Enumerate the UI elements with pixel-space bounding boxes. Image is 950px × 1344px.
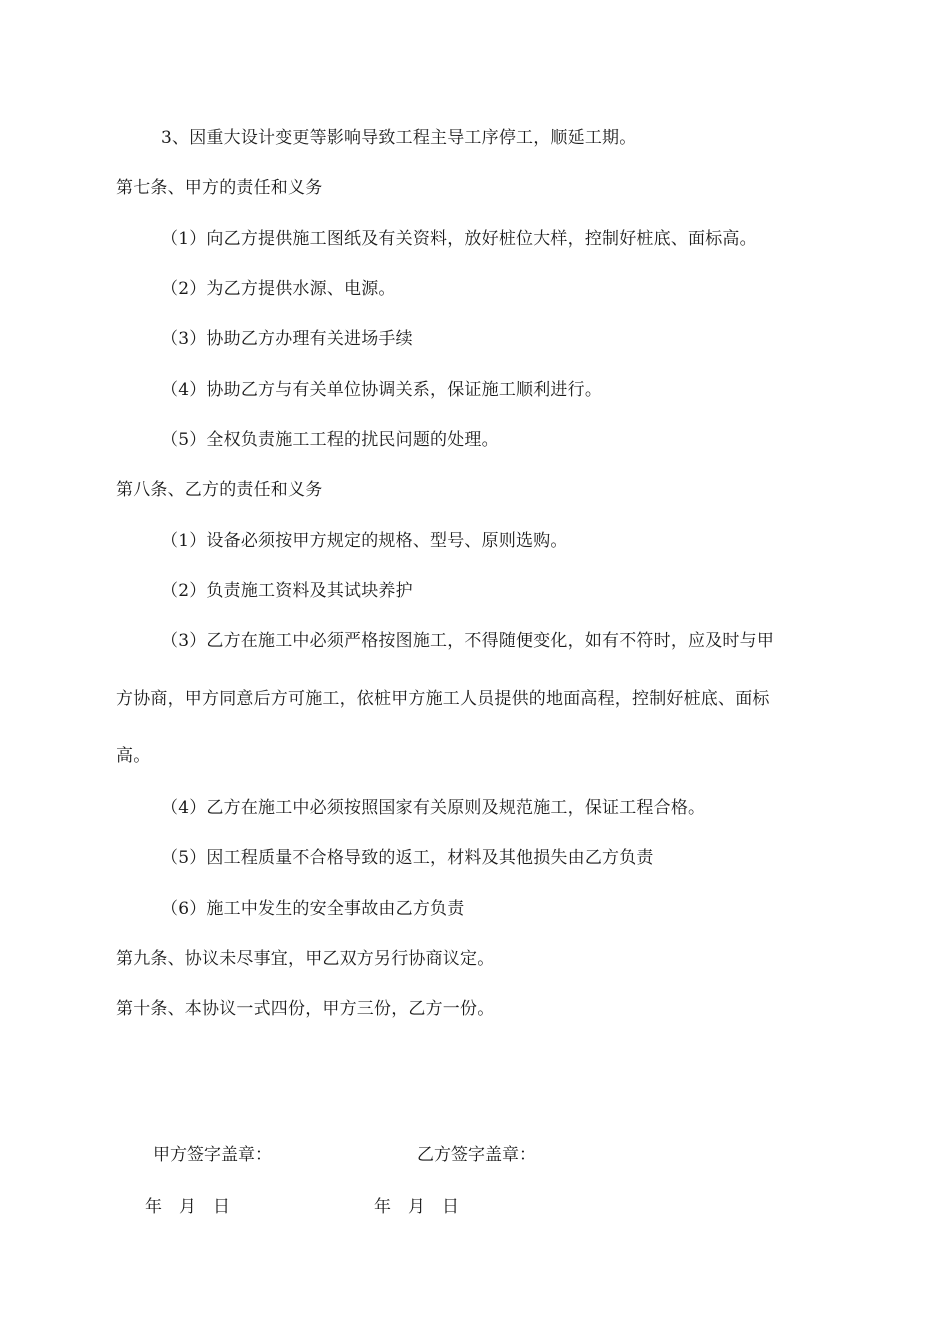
party-b-signature-label: 乙方签字盖章： bbox=[417, 1145, 536, 1165]
article-7-item-5: （5）全权负责施工工程的扰民问题的处理。 bbox=[161, 430, 499, 450]
article-7-item-4: （4）协助乙方与有关单位协调关系，保证施工顺利进行。 bbox=[161, 380, 603, 400]
article-7-item-2: （2）为乙方提供水源、电源。 bbox=[161, 279, 396, 299]
article-8-heading: 第八条、乙方的责任和义务 bbox=[116, 480, 323, 500]
party-a-date: 年 月 日 bbox=[145, 1197, 230, 1217]
article-8-item-4: （4）乙方在施工中必须按照国家有关原则及规范施工，保证工程合格。 bbox=[161, 798, 706, 818]
party-a-signature-label: 甲方签字盖章： bbox=[153, 1145, 272, 1165]
article-9-text: 第九条、协议未尽事宜，甲乙双方另行协商议定。 bbox=[116, 949, 495, 969]
article-7-item-3: （3）协助乙方办理有关进场手续 bbox=[161, 329, 413, 349]
article-8-item-3-line-1: （3）乙方在施工中必须严格按图施工，不得随便变化，如有不符时，应及时与甲 bbox=[161, 631, 775, 651]
article-10-text: 第十条、本协议一式四份，甲方三份，乙方一份。 bbox=[116, 999, 495, 1019]
party-b-date: 年 月 日 bbox=[374, 1197, 459, 1217]
article-8-item-2: （2）负责施工资料及其试块养护 bbox=[161, 581, 413, 601]
clause-3-text: 3、因重大设计变更等影响导致工程主导工序停工，顺延工期。 bbox=[161, 128, 637, 148]
article-8-item-6: （6）施工中发生的安全事故由乙方负责 bbox=[161, 899, 465, 919]
article-8-item-5: （5）因工程质量不合格导致的返工，材料及其他损失由乙方负责 bbox=[161, 848, 654, 868]
article-8-item-3-line-2: 方协商，甲方同意后方可施工，依桩甲方施工人员提供的地面高程，控制好桩底、面标 bbox=[116, 689, 770, 709]
article-7-heading: 第七条、甲方的责任和义务 bbox=[116, 178, 323, 198]
article-7-item-1: （1）向乙方提供施工图纸及有关资料，放好桩位大样，控制好桩底、面标高。 bbox=[161, 229, 757, 249]
article-8-item-3-line-3: 高。 bbox=[116, 746, 151, 766]
article-8-item-1: （1）设备必须按甲方规定的规格、型号、原则选购。 bbox=[161, 531, 568, 551]
